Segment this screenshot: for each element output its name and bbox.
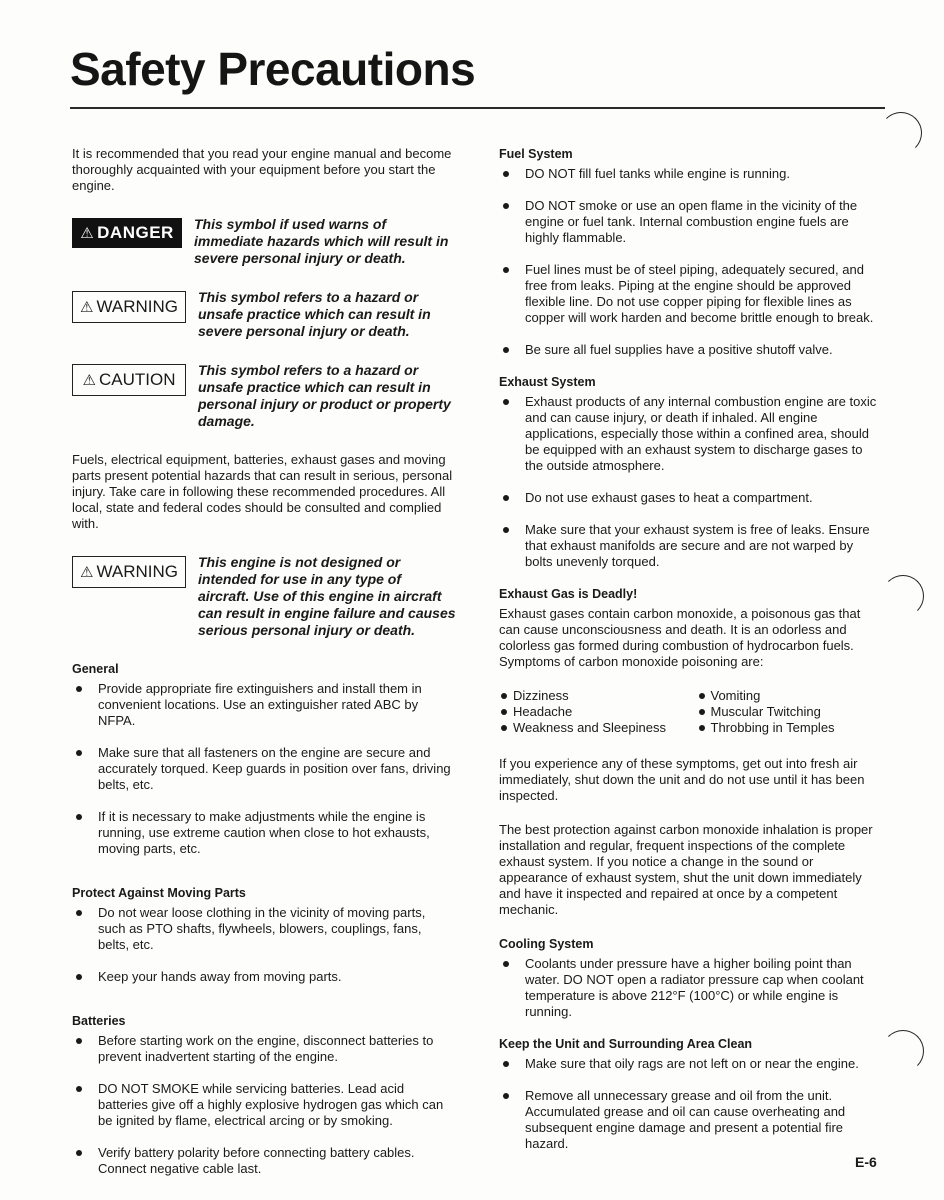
symptom-text: Headache — [513, 704, 573, 719]
bullet-icon — [76, 910, 82, 916]
caution-symbol — [72, 364, 186, 396]
exhaust-system-list — [499, 394, 884, 570]
list-item — [72, 745, 456, 793]
bullet-icon — [76, 1150, 82, 1156]
bullet-icon — [503, 961, 509, 967]
section-heading-cooling-system: Cooling System — [499, 937, 594, 951]
bullet-icon — [699, 725, 705, 731]
bullet-icon — [503, 495, 509, 501]
cooling-system-list — [499, 956, 884, 1020]
bullet-icon — [501, 709, 507, 715]
warning-symbol-label: WARNING — [96, 562, 178, 581]
corner-arc-top — [880, 112, 922, 154]
list-item-text: Fuel lines must be of steel piping, adequately secured, and free from leaks. Piping at the engine should be approved flexible line. Do not use copper piping for flexible lines as copper will work harden and become brittle enough to break. — [525, 262, 874, 325]
list-item — [499, 720, 687, 736]
bullet-icon — [503, 527, 509, 533]
list-item — [499, 342, 884, 358]
left-column — [72, 146, 456, 1193]
list-item — [499, 490, 884, 506]
list-item — [72, 905, 456, 953]
warning-triangle-icon: ⚠ — [82, 372, 96, 389]
symptoms-action-paragraph: If you experience any of these symptoms, get out into fresh air immediately, shut down the unit and do not use until it has been inspected. — [499, 756, 865, 803]
list-item-text: DO NOT smoke or use an open flame in the vicinity of the engine or fuel tank. Internal combustion engine fuels are highly flammable. — [525, 198, 858, 245]
list-item-text: Coolants under pressure have a higher boiling point than water. DO NOT open a radiator pressure cap when coolant temperature is above 212°F (100°C) or while engine is running. — [525, 956, 864, 1019]
page-title: Safety Precautions — [70, 43, 476, 95]
danger-notice-text: This symbol if used warns of immediate hazards which will result in severe personal injury or death. — [194, 216, 449, 266]
bullet-icon — [76, 1038, 82, 1044]
list-item — [499, 522, 884, 570]
list-item-text: Verify battery polarity before connecting battery cables. Connect negative cable last. — [98, 1145, 415, 1176]
list-item — [499, 262, 884, 326]
list-item — [72, 969, 456, 985]
bullet-icon — [503, 203, 509, 209]
bullet-icon — [699, 709, 705, 715]
section-heading-fuel-system: Fuel System — [499, 147, 573, 161]
list-item-text: Exhaust products of any internal combustion engine are toxic and can cause injury, or death if inhaled. All engine applications, especially those within a confined area, should be equipped with an exhaust system to discharge gases to the outside atmosphere. — [525, 394, 877, 473]
symptom-text: Vomiting — [710, 688, 761, 703]
list-item — [72, 1033, 456, 1065]
bullet-icon — [76, 974, 82, 980]
list-item — [72, 681, 456, 729]
list-item-text: Remove all unnecessary grease and oil from the unit. Accumulated grease and oil can cause overheating and subsequent engine damage and present a potential fire hazard. — [525, 1088, 846, 1151]
intro-paragraph: It is recommended that you read your engine manual and become thoroughly acquainted with your equipment before you start the engine. — [72, 146, 452, 193]
warning-notice — [72, 289, 456, 340]
hazards-paragraph: Fuels, electrical equipment, batteries, exhaust gases and moving parts present potential hazards that can result in serious, personal injury. Take care in following these recommended procedures. All local, state and federal codes should be consulted and complied with. — [72, 452, 453, 531]
list-item — [72, 1145, 456, 1177]
symptom-text: Throbbing in Temples — [710, 720, 835, 735]
warning-triangle-icon: ⚠ — [80, 225, 95, 242]
moving-parts-list — [72, 905, 456, 985]
list-item — [499, 198, 884, 246]
list-item-text: DO NOT fill fuel tanks while engine is running. — [525, 166, 790, 181]
list-item — [697, 720, 885, 736]
bullet-icon — [76, 1086, 82, 1092]
danger-notice — [72, 216, 456, 267]
list-item-text: Before starting work on the engine, disconnect batteries to prevent inadvertent starting of the engine. — [98, 1033, 434, 1064]
list-item — [499, 394, 884, 474]
list-item — [499, 956, 884, 1020]
list-item-text: Provide appropriate fire extinguishers and install them in convenient locations. Use an extinguisher rated ABC by NFPA. — [98, 681, 422, 728]
bullet-icon — [503, 1093, 509, 1099]
list-item-text: Make sure that your exhaust system is free of leaks. Ensure that exhaust manifolds are secure and are not warped by bolts unevenly torqued. — [525, 522, 870, 569]
protection-paragraph: The best protection against carbon monoxide inhalation is proper installation and regular, frequent inspections of the complete exhaust system. If you notice a change in the sound or appearance of exhaust system, shut the unit down immediately and have it inspected and repaired at once by a competent mechanic. — [499, 822, 873, 917]
section-heading-exhaust-gas: Exhaust Gas is Deadly! — [499, 587, 638, 601]
caution-symbol-label: CAUTION — [98, 370, 176, 389]
list-item — [697, 688, 885, 704]
list-item-text: Make sure that all fasteners on the engine are secure and accurately torqued. Keep guards in position over fans, driving belts, etc. — [98, 745, 451, 792]
section-heading-exhaust-system: Exhaust System — [499, 375, 596, 389]
list-item — [499, 688, 687, 704]
fuel-system-list — [499, 166, 884, 358]
list-item — [499, 1056, 884, 1072]
section-heading-keep-clean: Keep the Unit and Surrounding Area Clean — [499, 1037, 753, 1051]
warning-symbol — [72, 556, 186, 588]
warning-triangle-icon: ⚠ — [80, 299, 94, 316]
symptoms-list — [499, 688, 884, 736]
section-heading-moving-parts: Protect Against Moving Parts — [72, 886, 246, 900]
corner-arc-bottom — [882, 1030, 924, 1072]
list-item-text: Be sure all fuel supplies have a positive shutoff valve. — [525, 342, 833, 357]
section-heading-general: General — [72, 662, 119, 676]
page-number: E-6 — [855, 1154, 877, 1170]
right-column — [499, 146, 884, 1168]
corner-arc-middle — [882, 575, 924, 617]
list-item — [72, 1081, 456, 1129]
list-item-text: Do not wear loose clothing in the vicinity of moving parts, such as PTO shafts, flywheels, blowers, couplings, fans, belts, etc. — [98, 905, 426, 952]
aircraft-warning-text: This engine is not designed or intended for use in any type of aircraft. Use of this engine in aircraft can result in engine failure and causes serious personal injury or death. — [198, 554, 456, 638]
list-item — [697, 704, 885, 720]
list-item-text: Do not use exhaust gases to heat a compartment. — [525, 490, 813, 505]
list-item-text: DO NOT SMOKE while servicing batteries. Lead acid batteries give off a highly explosive hydrogen gas which can be ignited by flame, electrical arcing or by smoking. — [98, 1081, 444, 1128]
list-item — [499, 704, 687, 720]
bullet-icon — [503, 267, 509, 273]
list-item-text: Keep your hands away from moving parts. — [98, 969, 342, 984]
title-rule — [70, 107, 885, 109]
bullet-icon — [503, 1061, 509, 1067]
list-item-text: Make sure that oily rags are not left on or near the engine. — [525, 1056, 859, 1071]
caution-notice — [72, 362, 456, 430]
bullet-icon — [699, 693, 705, 699]
keep-clean-list — [499, 1056, 884, 1152]
batteries-list — [72, 1033, 456, 1177]
exhaust-gas-paragraph: Exhaust gases contain carbon monoxide, a poisonous gas that can cause unconsciousness and death. It is an odorless and colorless gas formed during combustion of hydrocarbon fuels. Symptoms of carbon monoxide poisoning are: — [499, 606, 861, 669]
bullet-icon — [76, 814, 82, 820]
bullet-icon — [76, 686, 82, 692]
bullet-icon — [503, 399, 509, 405]
danger-symbol-label: DANGER — [97, 223, 174, 242]
bullet-icon — [501, 693, 507, 699]
bullet-icon — [503, 171, 509, 177]
bullet-icon — [503, 347, 509, 353]
list-item — [72, 809, 456, 857]
warning-symbol-label: WARNING — [96, 297, 178, 316]
bullet-icon — [76, 750, 82, 756]
list-item — [499, 1088, 884, 1152]
symptom-text: Dizziness — [513, 688, 569, 703]
list-item-text: If it is necessary to make adjustments while the engine is running, use extreme caution when close to hot exhausts, moving parts, etc. — [98, 809, 430, 856]
bullet-icon — [501, 725, 507, 731]
symptom-text: Muscular Twitching — [710, 704, 821, 719]
aircraft-warning-notice — [72, 554, 456, 639]
section-heading-batteries: Batteries — [72, 1014, 126, 1028]
list-item — [499, 166, 884, 182]
symptom-text: Weakness and Sleepiness — [513, 720, 666, 735]
warning-notice-text: This symbol refers to a hazard or unsafe practice which can result in severe personal injury or death. — [198, 289, 431, 339]
warning-symbol — [72, 291, 186, 323]
warning-triangle-icon: ⚠ — [80, 564, 94, 581]
caution-notice-text: This symbol refers to a hazard or unsafe practice which can result in personal injury or product or property damage. — [198, 362, 451, 429]
general-list — [72, 681, 456, 857]
danger-symbol — [72, 218, 182, 248]
